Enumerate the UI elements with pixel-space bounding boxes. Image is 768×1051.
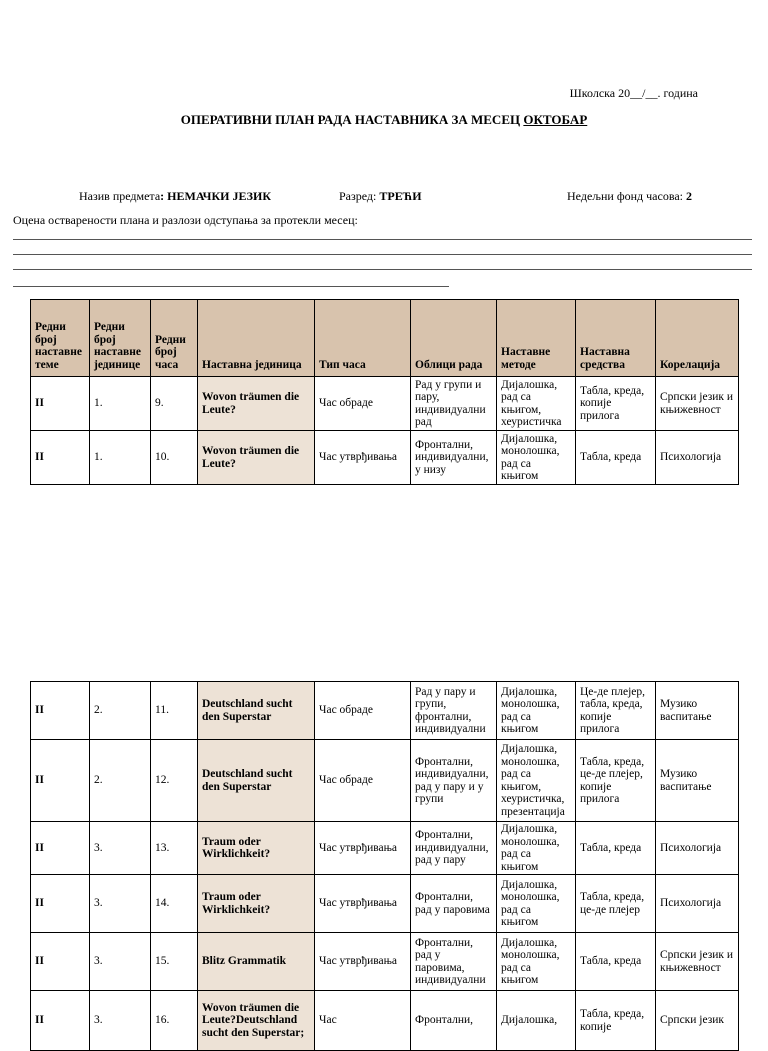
col-header-work-forms: Облици рада xyxy=(411,300,497,377)
lesson-type-cell: Час обраде xyxy=(315,740,411,822)
teaching-unit-cell: Traum oder Wirklichkeit? xyxy=(198,822,315,875)
unit-no-cell: 3. xyxy=(90,991,151,1051)
table-row xyxy=(31,875,739,933)
resources-cell: Це-де плејер, табла, креда, копије прилога xyxy=(576,682,656,740)
unit-no-cell: 2. xyxy=(90,740,151,822)
topic-no-cell: II xyxy=(31,933,90,991)
methods-cell: Дијалошка, xyxy=(497,991,576,1051)
grade-label: Разред: xyxy=(339,189,380,203)
work-forms-cell: Фронтални, индивидуални, рад у пару xyxy=(411,822,497,875)
lesson-type-cell: Час утврђивања xyxy=(315,822,411,875)
correlation-cell: Српски језик и књижевност xyxy=(656,933,739,991)
unit-no-cell: 1. xyxy=(90,377,151,431)
correlation-cell: Музико васпитање xyxy=(656,740,739,822)
evaluation-label: Оцена остварености плана и разлози одступања за протекли месец: xyxy=(13,213,358,227)
unit-no-cell: 1. xyxy=(90,431,151,485)
methods-cell: Дијалошка, монолошка, рад са књигом xyxy=(497,933,576,991)
grade-value: ТРЕЋИ xyxy=(379,189,422,203)
page-title xyxy=(0,112,768,128)
unit-no-cell: 3. xyxy=(90,933,151,991)
lesson-type-cell: Час утврђивања xyxy=(315,431,411,485)
lesson-no-cell: 14. xyxy=(151,875,198,933)
methods-cell: Дијалошка, монолошка, рад са књигом xyxy=(497,431,576,485)
teaching-unit-cell: Deutschland sucht den Superstar xyxy=(198,682,315,740)
col-header-methods: Наставне методе xyxy=(497,300,576,377)
resources-cell: Табла, креда xyxy=(576,822,656,875)
correlation-cell: Српски језик xyxy=(656,991,739,1051)
teaching-unit-cell: Deutschland sucht den Superstar xyxy=(198,740,315,822)
correlation-cell: Српски језик и књижевност xyxy=(656,377,739,431)
unit-no-cell: 3. xyxy=(90,875,151,933)
col-header-teaching-unit: Наставна јединица xyxy=(198,300,315,377)
correlation-cell: Психологија xyxy=(656,875,739,933)
correlation-cell: Музико васпитање xyxy=(656,682,739,740)
evaluation-line-3 xyxy=(13,269,752,270)
title-prefix: ОПЕРАТИВНИ ПЛАН РАДА НАСТАВНИКА ЗА МЕСЕЦ xyxy=(180,112,524,127)
unit-no-cell: 3. xyxy=(90,822,151,875)
topic-no-cell: II xyxy=(31,991,90,1051)
unit-no-cell: 2. xyxy=(90,682,151,740)
correlation-cell: Психологија xyxy=(656,431,739,485)
work-forms-cell: Фронтални, индивидуални, у низу xyxy=(411,431,497,485)
teaching-unit-cell: Wovon träumen die Leute? xyxy=(198,431,315,485)
subject-field xyxy=(79,189,271,204)
methods-cell: Дијалошка, рад са књигом, хеуристичка xyxy=(497,377,576,431)
resources-cell: Табла, креда, копије xyxy=(576,991,656,1051)
methods-cell: Дијалошка, монолошка, рад са књигом xyxy=(497,822,576,875)
evaluation-line-4 xyxy=(13,286,449,287)
resources-cell: Табла, креда xyxy=(576,933,656,991)
work-forms-cell: Рад у групи и пару, индивидуални рад xyxy=(411,377,497,431)
col-header-topic-no: Редни број наставне теме xyxy=(31,300,90,377)
lesson-type-cell: Час обраде xyxy=(315,682,411,740)
resources-cell: Табла, креда, це-де плејер xyxy=(576,875,656,933)
work-forms-cell: Рад у пару и групи, фронтални, индивидуални xyxy=(411,682,497,740)
col-header-lesson-type: Тип часа xyxy=(315,300,411,377)
topic-no-cell: II xyxy=(31,875,90,933)
lesson-no-cell: 9. xyxy=(151,377,198,431)
resources-cell: Табла, креда, це-де плејер, копије прилога xyxy=(576,740,656,822)
school-year: Школска 20__/__. година xyxy=(569,86,698,100)
lesson-no-cell: 10. xyxy=(151,431,198,485)
teaching-unit-cell: Blitz Grammatik xyxy=(198,933,315,991)
topic-no-cell: II xyxy=(31,822,90,875)
resources-cell: Табла, креда xyxy=(576,431,656,485)
col-header-correlation: Корелација xyxy=(656,300,739,377)
topic-no-cell: II xyxy=(31,431,90,485)
title-month: ОКТОБАР xyxy=(523,112,588,127)
table-row xyxy=(31,682,739,740)
plan-table-page-1 xyxy=(30,299,739,485)
evaluation-line-1 xyxy=(13,239,752,240)
lesson-no-cell: 16. xyxy=(151,991,198,1051)
table-row xyxy=(31,431,739,485)
table-row xyxy=(31,991,739,1051)
col-header-unit-no: Редни број наставне јединице xyxy=(90,300,151,377)
work-forms-cell: Фронтални, xyxy=(411,991,497,1051)
table-header-row xyxy=(31,300,739,377)
lesson-no-cell: 11. xyxy=(151,682,198,740)
col-header-resources: Наставна средства xyxy=(576,300,656,377)
table-row xyxy=(31,822,739,875)
plan-table-page-2 xyxy=(30,681,739,1051)
lesson-no-cell: 13. xyxy=(151,822,198,875)
lesson-no-cell: 15. xyxy=(151,933,198,991)
topic-no-cell: II xyxy=(31,682,90,740)
work-forms-cell: Фронтални, рад у паровима xyxy=(411,875,497,933)
grade-field xyxy=(339,189,422,204)
lesson-type-cell: Час утврђивања xyxy=(315,933,411,991)
lesson-type-cell: Час xyxy=(315,991,411,1051)
teaching-unit-cell: Wovon träumen die Leute? xyxy=(198,377,315,431)
lesson-no-cell: 12. xyxy=(151,740,198,822)
weekly-hours-value: 2 xyxy=(686,189,692,203)
lesson-type-cell: Час обраде xyxy=(315,377,411,431)
col-header-lesson-no: Редни број часа xyxy=(151,300,198,377)
weekly-hours-field xyxy=(567,189,692,204)
table-row xyxy=(31,740,739,822)
teaching-unit-cell: Wovon träumen die Leute?Deutschland sucht den Superstar; xyxy=(198,991,315,1051)
table-row xyxy=(31,377,739,431)
methods-cell: Дијалошка, монолошка, рад са књигом xyxy=(497,682,576,740)
topic-no-cell: II xyxy=(31,740,90,822)
resources-cell: Табла, креда, копије прилога xyxy=(576,377,656,431)
correlation-cell: Психологија xyxy=(656,822,739,875)
weekly-hours-label: Недељни фонд часова: xyxy=(567,189,686,203)
teaching-unit-cell: Traum oder Wirklichkeit? xyxy=(198,875,315,933)
work-forms-cell: Фронтални, индивидуални, рад у пару и у групи xyxy=(411,740,497,822)
subject-value: : НЕМАЧКИ ЈЕЗИК xyxy=(160,189,272,203)
table-row xyxy=(31,933,739,991)
topic-no-cell: II xyxy=(31,377,90,431)
methods-cell: Дијалошка, монолошка, рад са књигом xyxy=(497,875,576,933)
work-forms-cell: Фронтални, рад у паровима, индивидуални xyxy=(411,933,497,991)
methods-cell: Дијалошка, монолошка, рад са књигом, хеуристичка, презентација xyxy=(497,740,576,822)
evaluation-line-2 xyxy=(13,254,752,255)
subject-label: Назив предмета xyxy=(79,189,161,203)
lesson-type-cell: Час утврђивања xyxy=(315,875,411,933)
